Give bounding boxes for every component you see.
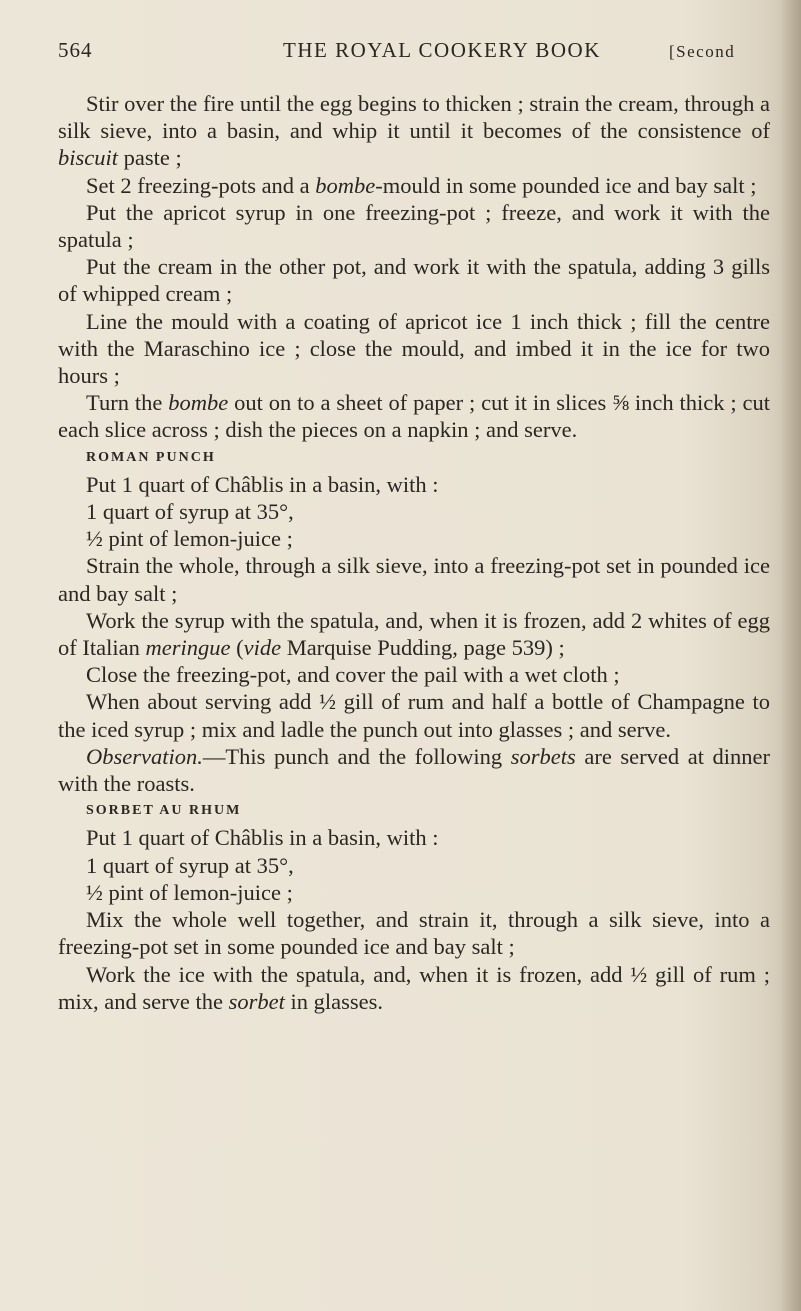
roman-punch-paragraph-3: Close the freezing-pot, and cover the pail with a wet cloth ; [86, 662, 620, 688]
sorbet-paragraph-1: Mix the whole well together, and strain it, through a silk sieve, into a freezing-pot set in some pounded ice and bay salt ; [58, 907, 770, 960]
intro-paragraph-1: Stir over the fire until the egg begins to thicken ; strain the cream, through a silk sieve, into a basin, and whip it until it becomes of the consistence of biscuit paste ; [58, 91, 770, 171]
roman-punch-line-1: Put 1 quart of Châblis in a basin, with : [86, 471, 439, 497]
sorbet-line-2: 1 quart of syrup at 35°, [86, 852, 294, 878]
intro-paragraph-2: Set 2 freezing-pots and a bombe-mould in some pounded ice and bay salt ; [86, 172, 757, 198]
running-header [58, 38, 758, 68]
roman-punch-line-3: ½ pint of lemon-juice ; [86, 526, 293, 552]
section-label: [Second [669, 42, 736, 61]
roman-punch-paragraph-1: Strain the whole, through a silk sieve, into a freezing-pot set in pounded ice and bay salt ; [58, 553, 770, 606]
sorbet-paragraph-2: Work the ice with the spatula, and, when it is frozen, add ½ gill of rum ; mix, and serve the sorbet in glasses. [58, 961, 770, 1014]
page-number: 564 [58, 38, 93, 62]
sorbet-line-3: ½ pint of lemon-juice ; [86, 879, 293, 905]
roman-punch-paragraph-2: Work the syrup with the spatula, and, when it is frozen, add 2 whites of egg of Italian meringue (vide Marquise Pudding, page 539) ; [58, 607, 770, 661]
roman-punch-paragraph-4: When about serving add ½ gill of rum and half a bottle of Champagne to the iced syrup ; mix and ladle the punch out into glasses ; and serve. [58, 689, 770, 742]
sorbet-line-1: Put 1 quart of Châblis in a basin, with : [86, 825, 439, 851]
page-body [58, 90, 770, 1015]
page-edge-shadow [779, 0, 801, 1311]
running-title: THE ROYAL COOKERY BOOK [283, 38, 601, 62]
intro-paragraph-5: Line the mould with a coating of apricot ice 1 inch thick ; fill the centre with the Maraschino ice ; close the mould, and imbed it in the ice for two hours ; [58, 308, 770, 389]
intro-paragraph-4: Put the cream in the other pot, and work it with the spatula, adding 3 gills of whipped cream ; [58, 254, 770, 307]
intro-paragraph-6: Turn the bombe out on to a sheet of paper ; cut it in slices ⅝ inch thick ; cut each slice across ; dish the pieces on a napkin ; and serve. [58, 390, 771, 443]
intro-paragraph-3: Put the apricot syrup in one freezing-pot ; freeze, and work it with the spatula ; [58, 199, 770, 253]
sorbet-heading: SORBET AU RHUM [86, 803, 242, 819]
roman-punch-observation: Observation.—This punch and the following sorbets are served at dinner with the roasts. [58, 743, 771, 797]
roman-punch-line-2: 1 quart of syrup at 35°, [86, 499, 294, 525]
roman-punch-heading: ROMAN PUNCH [86, 449, 216, 465]
